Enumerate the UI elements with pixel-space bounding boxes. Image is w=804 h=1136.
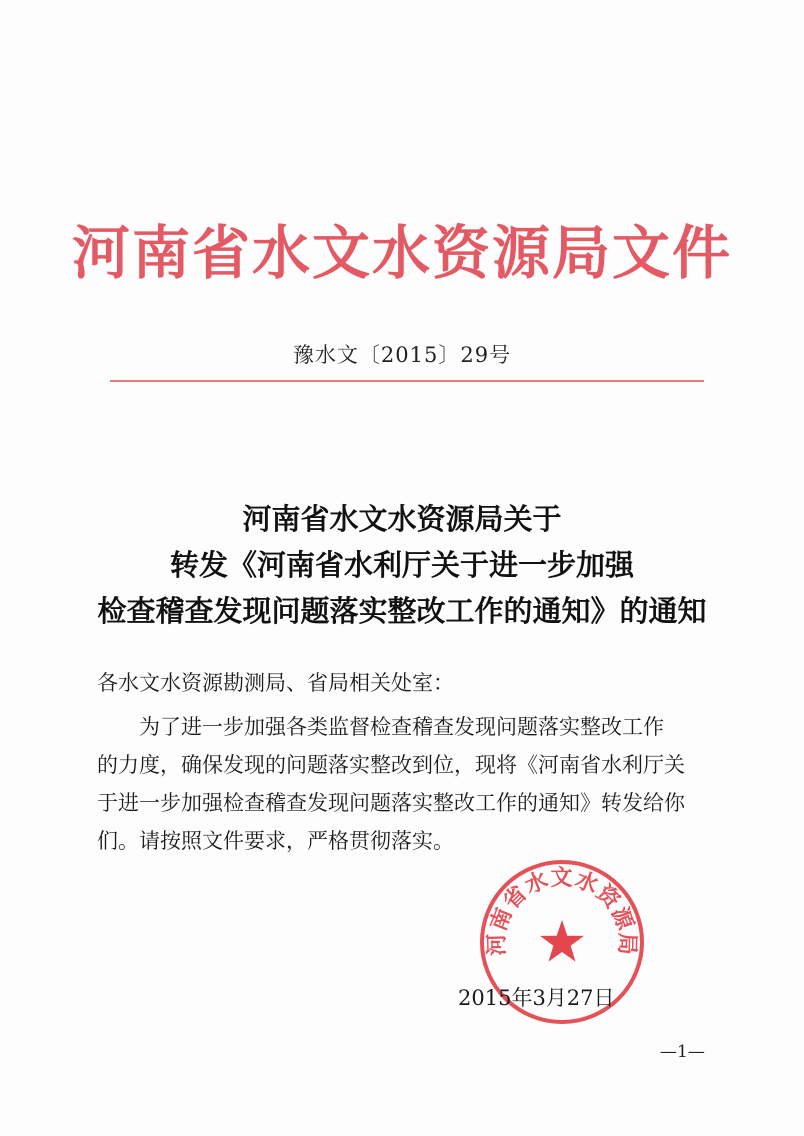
body-line-1: 为了进一步加强各类监督检查稽查发现问题落实整改工作 — [139, 715, 664, 739]
document-title — [0, 496, 804, 634]
title-line-3: 检查稽查发现问题落实整改工作的通知》的通知 — [97, 594, 707, 628]
seal-text: 河南省水文水资源局 — [483, 864, 641, 957]
body-line-3: 于进一步加强检查稽查发现问题落实整改工作的通知》转发给你 — [97, 791, 685, 815]
document-number: 豫水文〔2015〕29号 — [292, 343, 512, 367]
seal-star — [540, 920, 584, 962]
body-paragraph — [97, 708, 737, 860]
body-line-4: 们。请按照文件要求，严格贯彻落实。 — [97, 829, 454, 853]
red-divider-line — [110, 380, 704, 382]
addressee: 各水文水资源勘测局、省局相关处室： — [97, 671, 454, 695]
issuer-title: 河南省水文水资源局文件 — [71, 219, 732, 287]
body-line-2: 的力度，确保发现的问题落实整改到位，现将《河南省水利厅关 — [97, 753, 685, 777]
title-line-2: 转发《河南省水利厅关于进一步加强 — [169, 548, 634, 582]
page-number: —1— — [660, 1042, 705, 1062]
issue-date: 2015年3月27日 — [458, 986, 615, 1010]
title-line-1: 河南省水文水资源局关于 — [242, 502, 562, 536]
